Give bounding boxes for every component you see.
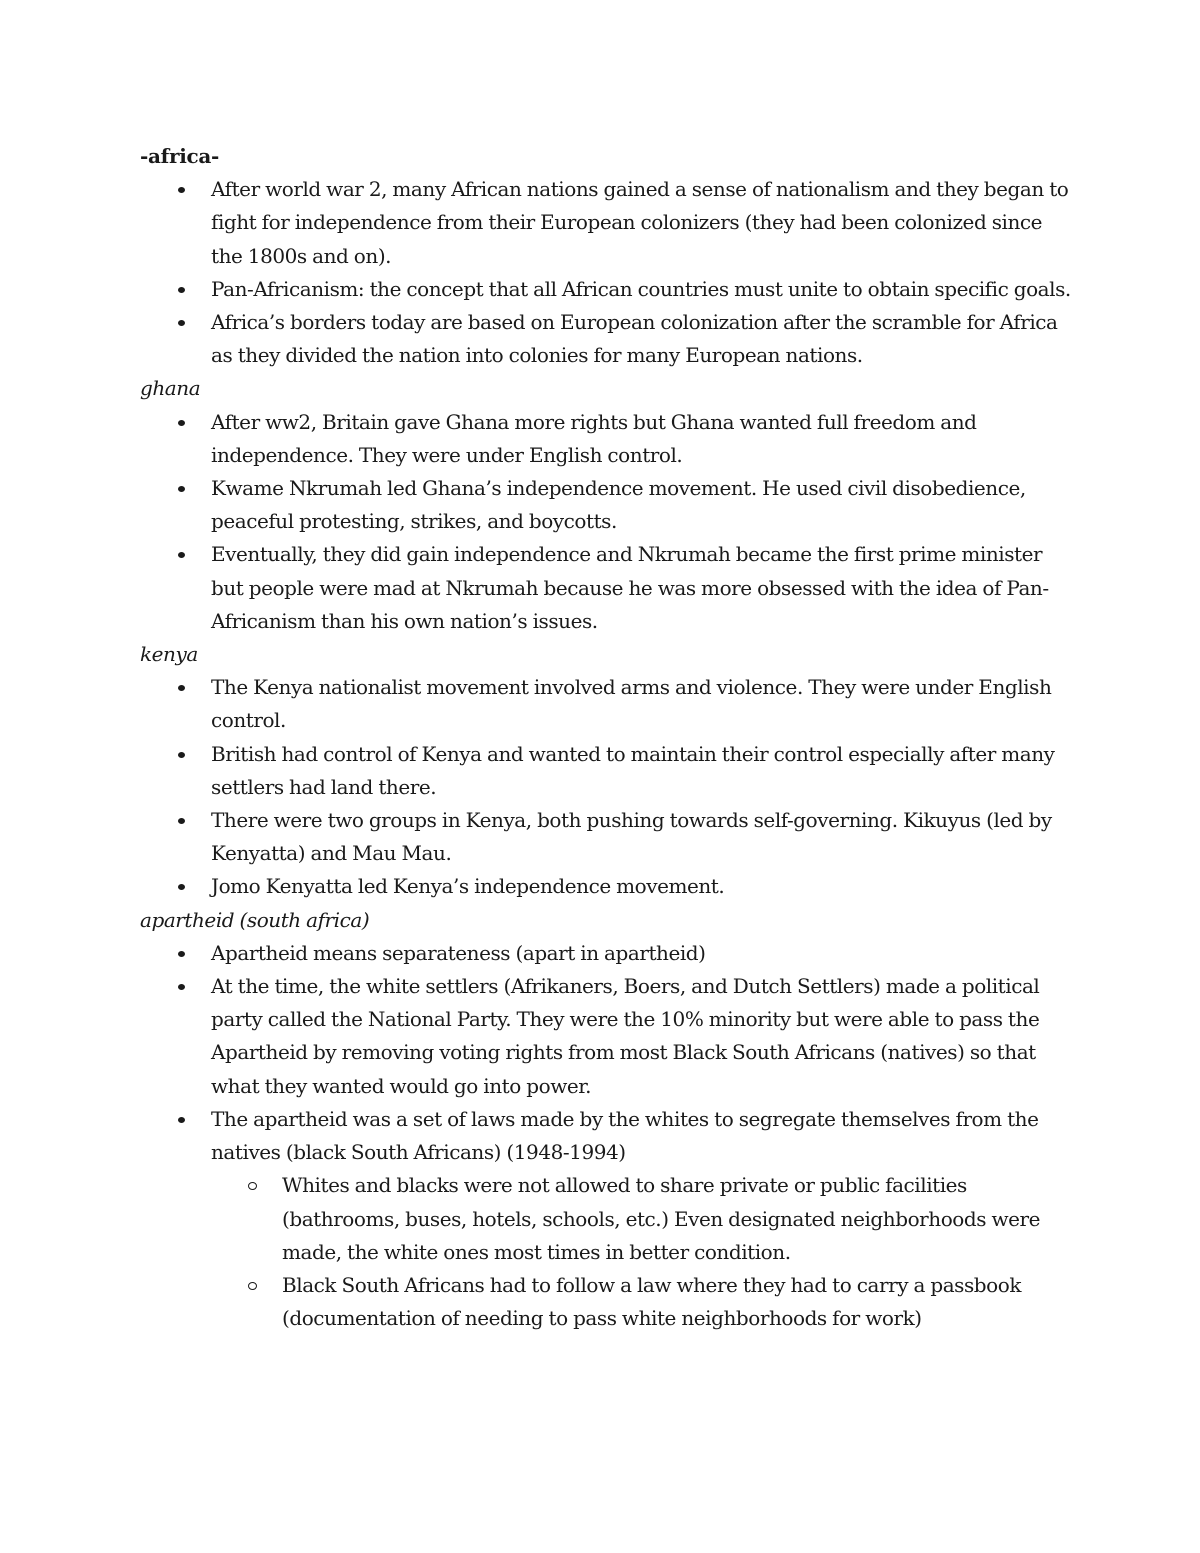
bullet-text: Jomo Kenyatta led Kenya’s independence movement. <box>211 874 725 899</box>
sub-bullet-text: Whites and blacks were not allowed to share private or public facilities (bathrooms, buses, hotels, schools, etc.) Even designated neighborhoods were made, the white ones most times in better condition. <box>282 1173 1041 1264</box>
document-page <box>140 140 1075 1335</box>
bullet-text: Africa’s borders today are based on European colonization after the scramble for Africa as they divided the nation into colonies for many European nations. <box>211 310 1058 368</box>
bullet-item <box>211 970 1075 1103</box>
bullet-item <box>211 1103 1075 1335</box>
bullet-text: Apartheid means separateness (apart in apartheid) <box>211 940 706 965</box>
section-heading-ghana: ghana <box>140 376 201 401</box>
ghana-bullet-list <box>140 406 1075 638</box>
bullet-text: Eventually, they did gain independence and Nkrumah became the first prime minister but people were mad at Nkrumah because he was more obsessed with the idea of Pan-Africanism than his own nation’s issues. <box>211 542 1049 633</box>
bullet-text: Kwame Nkrumah led Ghana’s independence movement. He used civil disobedience, peaceful protesting, strikes, and boycotts. <box>211 476 1026 534</box>
bullet-item <box>211 937 1075 970</box>
bullet-item <box>211 173 1075 273</box>
sub-bullet-item <box>282 1169 1075 1269</box>
bullet-item <box>211 671 1075 737</box>
bullet-item <box>211 406 1075 472</box>
bullet-item <box>211 306 1075 372</box>
bullet-text: British had control of Kenya and wanted to maintain their control especially after many settlers had land there. <box>211 741 1055 799</box>
bullet-text: The Kenya nationalist movement involved arms and violence. They were under English control. <box>211 675 1052 733</box>
bullet-item <box>211 472 1075 538</box>
sub-bullet-list <box>211 1169 1075 1335</box>
bullet-text: Pan-Africanism: the concept that all African countries must unite to obtain specific goals. <box>211 276 1071 301</box>
kenya-bullet-list <box>140 671 1075 903</box>
section-heading-apartheid: apartheid (south africa) <box>140 907 370 932</box>
intro-bullet-list <box>140 173 1075 372</box>
bullet-item <box>211 273 1075 306</box>
bullet-text: There were two groups in Kenya, both pushing towards self-governing. Kikuyus (led by Kenyatta) and Mau Mau. <box>211 808 1052 866</box>
bullet-text: After world war 2, many African nations gained a sense of nationalism and they began to fight for independence from their European colonizers (they had been colonized since the 1800s and on). <box>211 177 1069 268</box>
sub-bullet-text: Black South Africans had to follow a law where they had to carry a passbook (documentation of needing to pass white neighborhoods for work) <box>282 1272 1021 1331</box>
section-heading-kenya: kenya <box>140 642 198 667</box>
bullet-item <box>211 538 1075 638</box>
bullet-text: After ww2, Britain gave Ghana more rights but Ghana wanted full freedom and independence. They were under English control. <box>211 409 977 467</box>
sub-bullet-item <box>282 1269 1075 1335</box>
bullet-item <box>211 804 1075 870</box>
bullet-item <box>211 738 1075 804</box>
document-title: -africa- <box>140 144 220 168</box>
bullet-item <box>211 870 1075 903</box>
bullet-text: The apartheid was a set of laws made by the whites to segregate themselves from the natives (black South Africans) (1948-1994) <box>211 1106 1039 1165</box>
bullet-text: At the time, the white settlers (Afrikaners, Boers, and Dutch Settlers) made a political party called the National Party. They were the 10% minority but were able to pass the Apartheid by removing voting rights from most Black South Africans (natives) so that what they wanted would go into power. <box>211 974 1040 1098</box>
apartheid-bullet-list <box>140 937 1075 1335</box>
